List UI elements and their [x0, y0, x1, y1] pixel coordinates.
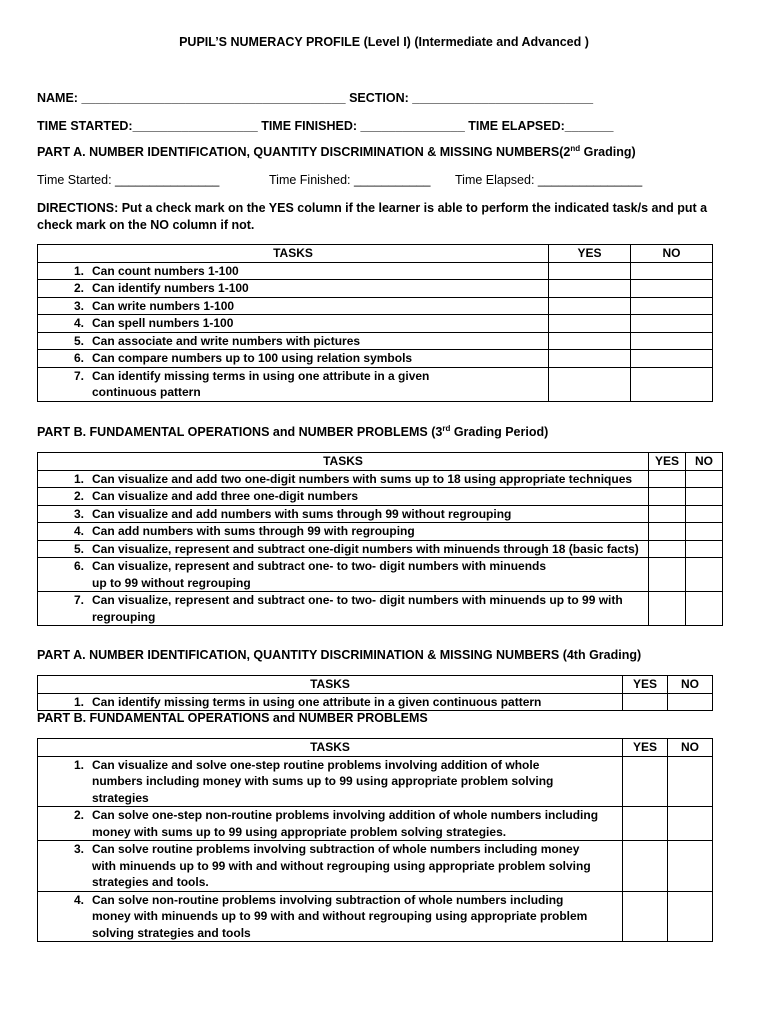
- part-b4-table: [37, 738, 713, 942]
- no-checkbox-cell[interactable]: [668, 807, 713, 841]
- task-number: 2.: [73, 489, 84, 503]
- table-header-row: [38, 453, 723, 471]
- no-checkbox-cell[interactable]: [631, 280, 713, 298]
- yes-checkbox-cell[interactable]: [649, 505, 686, 523]
- task-text: Can compare numbers up to 100 using relation symbols: [92, 351, 413, 365]
- part-b-heading-main: PART B. FUNDAMENTAL OPERATIONS and NUMBER PROBLEMS (3: [37, 425, 443, 439]
- part-a4-heading: PART A. NUMBER IDENTIFICATION, QUANTITY DISCRIMINATION & MISSING NUMBERS (4th Grading): [37, 648, 642, 662]
- task-number: 1.: [73, 757, 84, 772]
- directions: DIRECTIONS: Put a check mark on the YES column if the learner is able to perform the indicated task/s and put a check mark on the NO column if not.: [37, 201, 708, 232]
- table-header-row: [38, 739, 713, 757]
- task-number: 7.: [73, 593, 84, 607]
- task-text: Can visualize and solve one-step routine problems involving addition of whole numbers including money with sums up to 99 using appropriate problem solving strategies: [92, 757, 554, 805]
- part-b-heading-sup: rd: [442, 423, 451, 433]
- task-number: 5.: [73, 541, 84, 556]
- task-text: Can visualize and add three one-digit numbers: [92, 489, 359, 503]
- table-row: [38, 367, 713, 401]
- tasks-header: TASKS: [38, 676, 623, 694]
- table-row: [38, 315, 713, 333]
- yes-checkbox-cell[interactable]: [549, 367, 631, 401]
- task-text: Can associate and write numbers with pictures: [92, 333, 361, 348]
- time-line[interactable]: TIME STARTED:__________________ TIME FINISHED: _______________ TIME ELAPSED:_______: [37, 119, 614, 133]
- table-row: [38, 841, 713, 892]
- no-checkbox-cell[interactable]: [631, 297, 713, 315]
- part-a-heading-main: PART A. NUMBER IDENTIFICATION, QUANTITY DISCRIMINATION & MISSING NUMBERS(2: [37, 145, 571, 159]
- task-text: Can identify missing terms in using one attribute in a given continuous pattern: [92, 694, 542, 709]
- part-a-time-finished[interactable]: Time Finished: ___________: [269, 173, 431, 187]
- task-text: Can solve routine problems involving subtraction of whole numbers including money with minuends up to 99 with and without regrouping using appropriate problem solving strategies and tools.: [92, 842, 591, 889]
- yes-checkbox-cell[interactable]: [549, 315, 631, 333]
- no-checkbox-cell[interactable]: [631, 332, 713, 350]
- table-row: [38, 505, 723, 523]
- table-row: [38, 350, 713, 368]
- yes-header: YES: [623, 739, 668, 757]
- task-text: Can write numbers 1-100: [92, 298, 235, 313]
- yes-checkbox-cell[interactable]: [549, 280, 631, 298]
- yes-checkbox-cell[interactable]: [623, 807, 668, 841]
- yes-checkbox-cell[interactable]: [649, 540, 686, 558]
- task-text: Can solve non-routine problems involving subtraction of whole numbers including money with minuends up to 99 with and without regrouping using appropriate problem solving strategies and tools: [92, 892, 588, 940]
- yes-checkbox-cell[interactable]: [649, 470, 686, 488]
- task-number: 3.: [73, 506, 84, 521]
- no-checkbox-cell[interactable]: [631, 315, 713, 333]
- table-row: [38, 807, 713, 841]
- table-row: [38, 523, 723, 541]
- table-header-row: [38, 676, 713, 694]
- part-a-heading-sup: nd: [570, 143, 581, 153]
- table-row: [38, 262, 713, 280]
- table-row: [38, 558, 723, 592]
- table-header-row: [38, 245, 713, 263]
- name-section-line[interactable]: NAME: ______________________________________ SECTION: __________________________: [37, 91, 594, 105]
- no-checkbox-cell[interactable]: [686, 558, 723, 592]
- table-row: [38, 540, 723, 558]
- task-number: 4.: [73, 316, 84, 330]
- no-checkbox-cell[interactable]: [631, 262, 713, 280]
- task-number: 6.: [73, 351, 84, 365]
- no-header: NO: [668, 676, 713, 694]
- task-number: 1.: [73, 471, 84, 486]
- task-number: 4.: [73, 524, 84, 538]
- no-checkbox-cell[interactable]: [686, 523, 723, 541]
- no-header: NO: [668, 739, 713, 757]
- page-title: PUPIL’S NUMERACY PROFILE (Level I) (Intermediate and Advanced ): [179, 35, 589, 49]
- yes-checkbox-cell[interactable]: [623, 841, 668, 892]
- no-checkbox-cell[interactable]: [631, 350, 713, 368]
- task-number: 4.: [73, 892, 84, 907]
- part-a4-table: [37, 675, 713, 711]
- yes-checkbox-cell[interactable]: [549, 350, 631, 368]
- no-checkbox-cell[interactable]: [631, 367, 713, 401]
- part-b-table: [37, 452, 723, 626]
- no-checkbox-cell[interactable]: [686, 470, 723, 488]
- task-number: 1.: [73, 694, 84, 709]
- tasks-header: TASKS: [38, 453, 649, 471]
- task-text: Can visualize, represent and subtract one-digit numbers with minuends through 18 (basic facts): [92, 541, 639, 556]
- yes-checkbox-cell[interactable]: [549, 262, 631, 280]
- table-row: [38, 756, 713, 807]
- task-number: 3.: [73, 298, 84, 313]
- no-checkbox-cell[interactable]: [686, 592, 723, 626]
- tasks-header: TASKS: [38, 245, 549, 263]
- part-b-heading-end: Grading Period): [450, 425, 549, 439]
- task-number: 3.: [73, 842, 84, 856]
- table-row: [38, 470, 723, 488]
- task-number: 1.: [73, 263, 84, 278]
- table-row: [38, 280, 713, 298]
- table-row: [38, 488, 723, 506]
- task-text: Can visualize, represent and subtract one- to two- digit numbers with minuends up to 99 without regrouping: [92, 559, 547, 590]
- part-b-heading: [37, 425, 548, 439]
- yes-checkbox-cell[interactable]: [549, 297, 631, 315]
- part-a-time-elapsed[interactable]: Time Elapsed: _______________: [455, 173, 643, 187]
- part-a-table: [37, 244, 713, 402]
- no-checkbox-cell[interactable]: [686, 505, 723, 523]
- task-text: Can visualize and add numbers with sums through 99 without regrouping: [92, 506, 512, 521]
- no-header: NO: [631, 245, 713, 263]
- table-row: [38, 693, 713, 711]
- yes-checkbox-cell[interactable]: [649, 592, 686, 626]
- table-row: [38, 891, 713, 942]
- yes-header: YES: [549, 245, 631, 263]
- task-text: Can count numbers 1-100: [92, 263, 239, 278]
- no-checkbox-cell[interactable]: [686, 540, 723, 558]
- no-checkbox-cell[interactable]: [668, 891, 713, 942]
- table-row: [38, 297, 713, 315]
- part-a-heading: [37, 145, 636, 159]
- no-checkbox-cell[interactable]: [668, 756, 713, 807]
- yes-checkbox-cell[interactable]: [649, 523, 686, 541]
- part-b4-heading: PART B. FUNDAMENTAL OPERATIONS and NUMBER PROBLEMS: [37, 711, 428, 725]
- tasks-header: TASKS: [38, 739, 623, 757]
- no-header: NO: [686, 453, 723, 471]
- task-text: Can visualize, represent and subtract one- to two- digit numbers with minuends up to 99 with regrouping: [92, 593, 623, 624]
- task-text: Can spell numbers 1-100: [92, 316, 234, 330]
- task-number: 2.: [73, 281, 84, 295]
- yes-checkbox-cell[interactable]: [649, 488, 686, 506]
- task-text: Can identify missing terms in using one attribute in a given continuous pattern: [92, 368, 430, 399]
- task-number: 6.: [73, 559, 84, 573]
- yes-header: YES: [649, 453, 686, 471]
- task-number: 7.: [73, 368, 84, 383]
- yes-checkbox-cell[interactable]: [649, 558, 686, 592]
- task-text: Can visualize and add two one-digit numbers with sums up to 18 using appropriate techniques: [92, 471, 633, 486]
- task-number: 5.: [73, 333, 84, 348]
- task-text: Can add numbers with sums through 99 with regrouping: [92, 524, 415, 538]
- part-a-time-started[interactable]: Time Started: _______________: [37, 173, 220, 187]
- table-row: [38, 592, 723, 626]
- table-row: [38, 332, 713, 350]
- yes-checkbox-cell[interactable]: [623, 756, 668, 807]
- yes-checkbox-cell[interactable]: [549, 332, 631, 350]
- task-text: Can identify numbers 1-100: [92, 281, 249, 295]
- yes-header: YES: [623, 676, 668, 694]
- yes-checkbox-cell[interactable]: [623, 693, 668, 711]
- no-checkbox-cell[interactable]: [668, 841, 713, 892]
- part-a-heading-end: Grading): [580, 145, 636, 159]
- no-checkbox-cell[interactable]: [668, 693, 713, 711]
- task-text: Can solve one-step non-routine problems involving addition of whole numbers including money with sums up to 99 using appropriate problem solving strategies.: [92, 808, 599, 839]
- task-number: 2.: [73, 808, 84, 822]
- no-checkbox-cell[interactable]: [686, 488, 723, 506]
- yes-checkbox-cell[interactable]: [623, 891, 668, 942]
